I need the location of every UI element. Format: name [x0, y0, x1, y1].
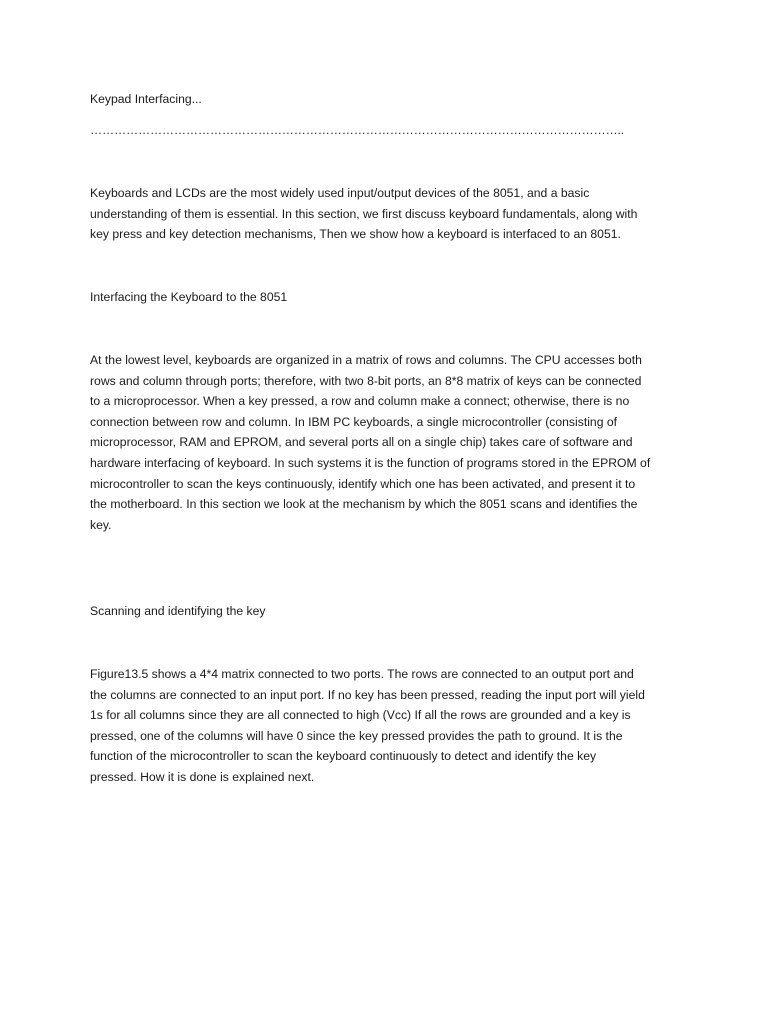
section-heading-scanning: Scanning and identifying the key	[90, 604, 266, 618]
section-body-scanning: Figure13.5 shows a 4*4 matrix connected to two ports. The rows are connected to an output port and the columns are connected to an input port. If no key has been pressed, reading the input port will yield 1s for all columns since they are all connected to high (Vcc) If all the rows are grounded and a key is pressed, one of the columns will have 0 since the key pressed provides the path to ground. It is the function of the microcontroller to scan the keyboard continuously to detect and identify the key pressed. How it is done is explained next.	[90, 667, 645, 784]
section-heading-interfacing: Interfacing the Keyboard to the 8051	[90, 290, 288, 304]
intro-paragraph: Keyboards and LCDs are the most widely used input/output devices of the 8051, and a basic understanding of them is essential. In this section, we first discuss keyboard fundamentals, along with key press and key detection mechanisms, Then we show how a keyboard is interfaced to an 8051.	[90, 186, 638, 242]
dotted-rule: ……………………………………………………………………………………………………………………..	[90, 123, 624, 137]
section-body-interfacing: At the lowest level, keyboards are organized in a matrix of rows and columns. The CPU accesses both rows and column through ports; therefore, with two 8-bit ports, an 8*8 matrix of keys can be connected to a microprocessor. When a key pressed, a row and column make a connect; otherwise, there is no connection between row and column. In IBM PC keyboards, a single microcontroller (consisting of microprocessor, RAM and EPROM, and several ports all on a single chip) takes care of software and hardware interfacing of keyboard. In such systems it is the function of programs stored in the EPROM of microcontroller to scan the keys continuously, identify which one has been activated, and present it to the motherboard. In this section we look at the mechanism by which the 8051 scans and identifies the key.	[90, 353, 651, 532]
document-title: Keypad Interfacing...	[90, 92, 202, 106]
